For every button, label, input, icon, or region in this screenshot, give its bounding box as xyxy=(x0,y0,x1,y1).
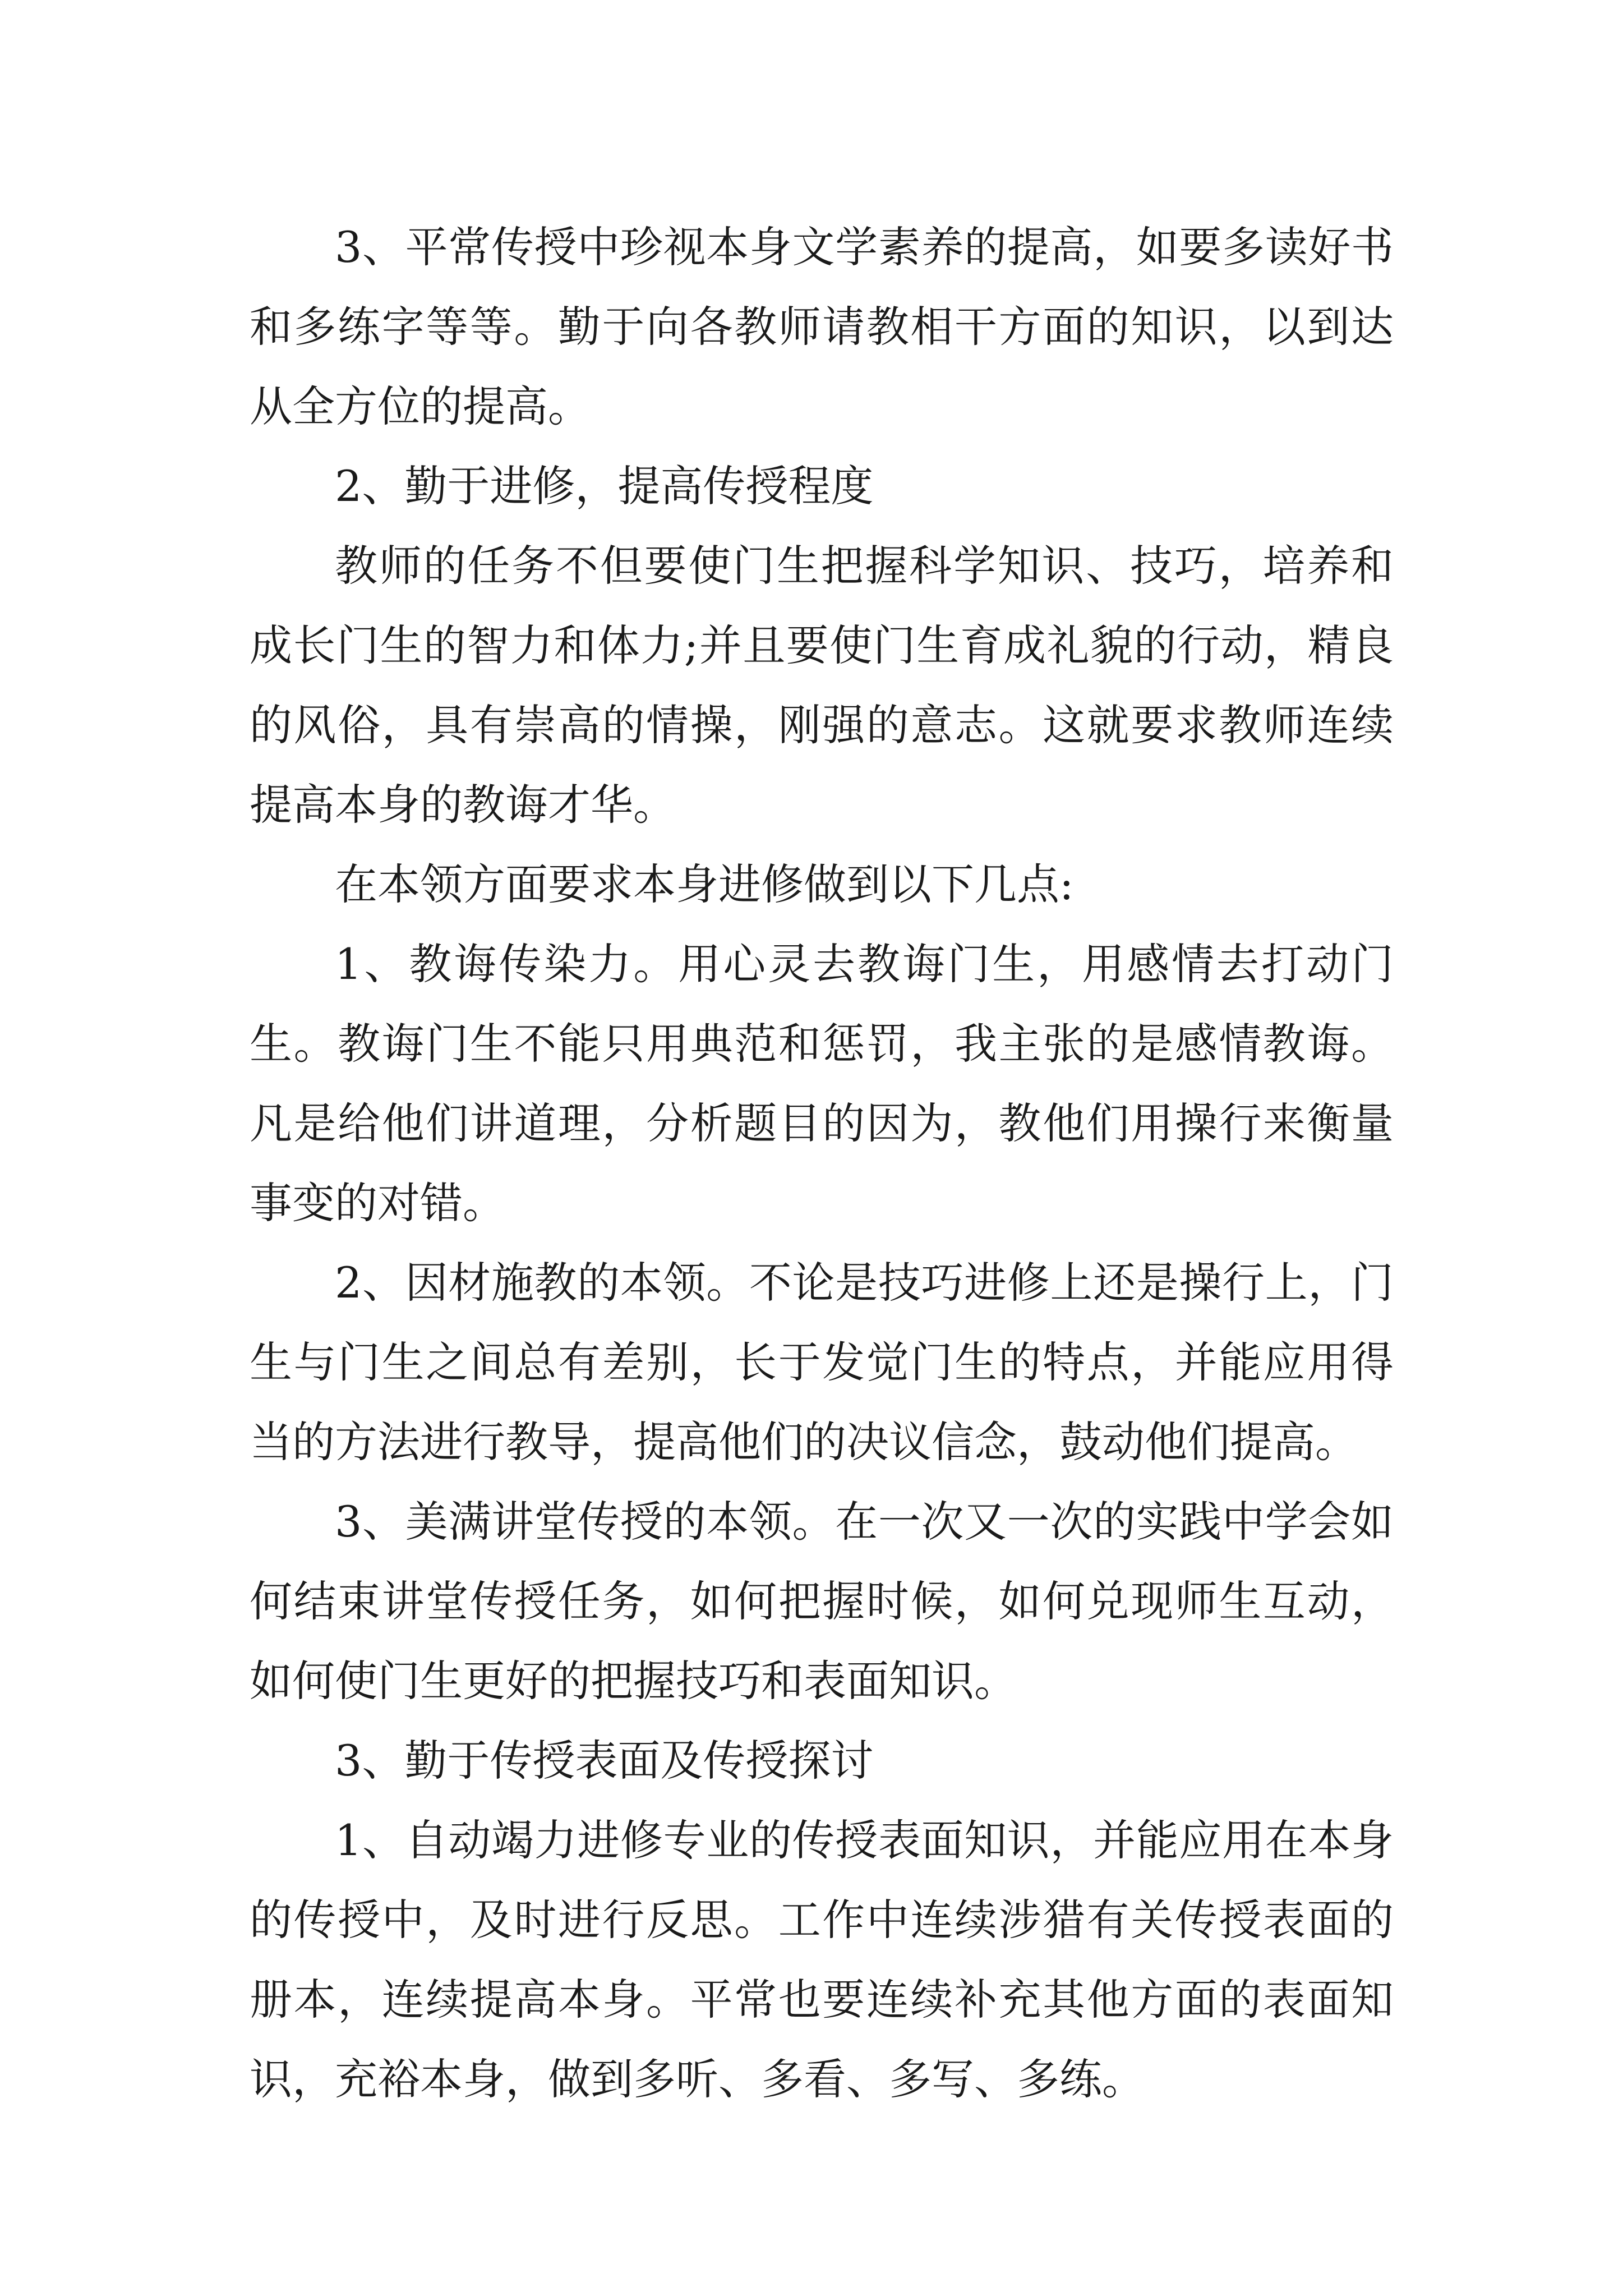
section-heading-study: 2、勤于进修，提高传授程度 xyxy=(335,461,874,511)
paragraph-literacy: 3、平常传授中珍视本身文学素养的提高，如要多读好书和多练字等等。勤于向各教师请教相干方面的知识，以到达从全方位的提高。 xyxy=(250,222,1394,431)
paragraph-teacher-task: 教师的任务不但要使门生把握科学知识、技巧，培养和成长门生的智力和体力;并且要使门生育成礼貌的行动，精良的风俗，具有崇高的情操，刚强的意志。这就要求教师连续提高本身的教诲才华。 xyxy=(250,541,1394,830)
paragraph-individualized: 2、因材施教的本领。不论是技巧进修上还是操行上，门生与门生之间总有差别，长于发觉门生的特点，并能应用得当的方法进行教导，提高他们的决议信念，鼓动他们提高。 xyxy=(250,1258,1394,1467)
document-body xyxy=(250,208,1394,2119)
paragraph-influence: 1、教诲传染力。用心灵去教诲门生，用感情去打动门生。教诲门生不能只用典范和惩罚，我主张的是感情教诲。凡是给他们讲道理，分析题目的因为，教他们用操行来衡量事变的对错。 xyxy=(250,939,1394,1228)
paragraph-theory-study: 1、自动竭力进修专业的传授表面知识，并能应用在本身的传授中，及时进行反思。工作中连续涉猎有关传授表面的册本，连续提高本身。平常也要连续补充其他方面的表面知识，充裕本身，做到多听、多看、多写、多练。 xyxy=(250,1815,1394,2104)
paragraph-ability-intro: 在本领方面要求本身进修做到以下几点: xyxy=(335,859,1074,909)
paragraph-classroom: 3、美满讲堂传授的本领。在一次又一次的实践中学会如何结束讲堂传授任务，如何把握时候，如何兑现师生互动，如何使门生更好的把握技巧和表面知识。 xyxy=(250,1497,1394,1706)
section-heading-theory: 3、勤于传授表面及传授探讨 xyxy=(335,1736,874,1786)
